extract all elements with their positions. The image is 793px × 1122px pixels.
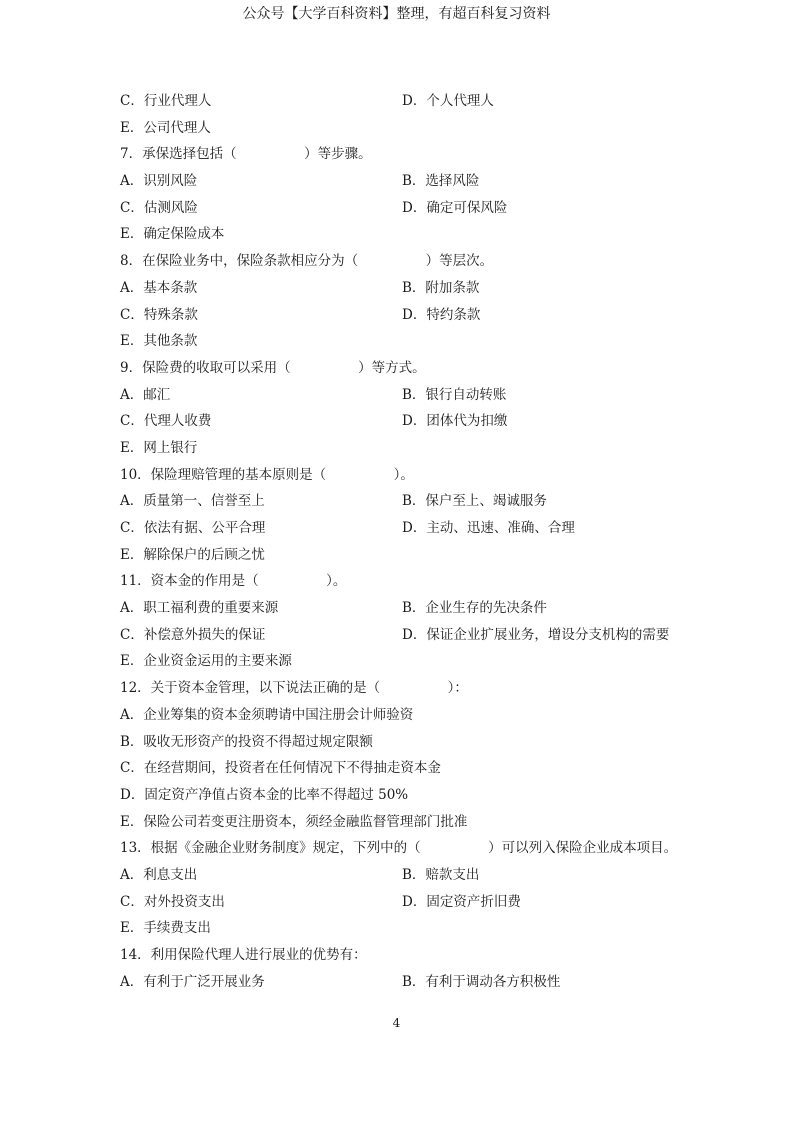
text-line	[120, 488, 700, 515]
line-text: C．对外投资支出	[120, 893, 225, 910]
line-text: 12．关于资本金管理，以下说法正确的是（ ）：	[120, 680, 468, 697]
text-line	[120, 702, 700, 729]
text-line	[120, 782, 700, 809]
line-text: A．邮汇	[120, 386, 171, 403]
text-line	[120, 275, 700, 302]
line-text: A．利息支出	[120, 866, 198, 883]
text-line	[120, 568, 700, 595]
line-text: A．企业筹集的资本金须聘请中国注册会计师验资	[120, 706, 414, 723]
option-right: D．确定可保风险	[402, 199, 508, 216]
text-line	[120, 729, 700, 756]
line-text: A．基本条款	[120, 279, 198, 296]
text-line	[120, 408, 700, 435]
line-text: 11．资本金的作用是（ ）。	[120, 573, 347, 590]
line-text: C．代理人收费	[120, 413, 212, 430]
text-line	[120, 675, 700, 702]
question-list	[120, 88, 700, 995]
line-text: C．估测风险	[120, 199, 198, 216]
line-text: A．识别风险	[120, 173, 198, 190]
text-line	[120, 809, 700, 836]
line-text: C．行业代理人	[120, 93, 212, 109]
text-line	[120, 435, 700, 462]
text-line	[120, 195, 700, 222]
line-text: E．公司代理人	[120, 119, 211, 136]
line-text: A．质量第一、信誉至上	[120, 493, 265, 510]
text-line	[120, 862, 700, 889]
text-line	[120, 221, 700, 248]
text-line	[120, 969, 700, 996]
line-text: D．固定资产净值占资本金的比率不得超过 50%	[120, 786, 409, 803]
line-text: 10．保险理赔管理的基本原则是（ ）。	[120, 466, 414, 483]
line-text: E．保险公司若变更注册资本，须经金融监督管理部门批准	[120, 813, 468, 830]
text-line	[120, 889, 700, 916]
line-text: 7．承保选择包括（ ）等步骤。	[120, 146, 372, 163]
text-line	[120, 88, 700, 115]
option-right: D．个人代理人	[402, 93, 494, 109]
option-right: B．保户至上、竭诚服务	[402, 493, 547, 510]
text-line	[120, 141, 700, 168]
line-text: E．解除保户的后顾之忧	[120, 546, 265, 563]
line-text: 13．根据《金融企业财务制度》规定，下列中的（ ）可以列入保险企业成本项目。	[120, 840, 678, 857]
option-right: D．主动、迅速、准确、合理	[402, 520, 575, 536]
text-line	[120, 462, 700, 489]
line-text: E．其他条款	[120, 333, 198, 350]
option-right: D．保证企业扩展业务，增设分支机构的需要	[402, 626, 670, 643]
page-number: 4	[392, 1016, 401, 1030]
line-text: B．吸收无形资产的投资不得超过规定限额	[120, 733, 373, 750]
text-line	[120, 328, 700, 355]
line-text: C．依法有据、公平合理	[120, 520, 266, 536]
line-text: 8．在保险业务中，保险条款相应分为（ ）等层次。	[120, 253, 494, 270]
text-line	[120, 515, 700, 542]
line-text: E．网上银行	[120, 439, 198, 456]
text-line	[120, 248, 700, 275]
line-text: 9．保险费的收取可以采用（ ）等方式。	[120, 359, 426, 376]
line-text: E．手续费支出	[120, 920, 211, 937]
text-line	[120, 648, 700, 675]
text-line	[120, 542, 700, 569]
option-right: D．特约条款	[402, 306, 481, 323]
option-right: B．有利于调动各方积极性	[402, 973, 561, 990]
line-text: C．在经营期间，投资者在任何情况下不得抽走资本金	[120, 760, 441, 777]
text-line	[120, 915, 700, 942]
option-right: B．赔款支出	[402, 866, 480, 883]
page-header: 公众号【大学百科资料】整理，有超百科复习资料	[242, 6, 551, 22]
option-right: B．银行自动转账	[402, 386, 507, 403]
option-right: B．选择风险	[402, 173, 480, 190]
option-right: B．企业生存的先决条件	[402, 600, 547, 617]
line-text: A．有利于广泛开展业务	[120, 973, 265, 990]
line-text: C．补偿意外损失的保证	[120, 626, 266, 643]
text-line	[120, 942, 700, 969]
option-right: D．固定资产折旧费	[402, 893, 521, 910]
option-right: B．附加条款	[402, 279, 480, 296]
line-text: 14．利用保险代理人进行展业的优势有：	[120, 947, 367, 963]
text-line	[120, 355, 700, 382]
text-line	[120, 835, 700, 862]
line-text: C．特殊条款	[120, 306, 198, 323]
line-text: E．确定保险成本	[120, 226, 225, 243]
line-text: A．职工福利费的重要来源	[120, 600, 279, 617]
line-text: E．企业资金运用的主要来源	[120, 653, 292, 670]
text-line	[120, 382, 700, 409]
text-line	[120, 755, 700, 782]
option-right: D．团体代为扣缴	[402, 413, 508, 430]
text-line	[120, 115, 700, 142]
text-line	[120, 622, 700, 649]
text-line	[120, 595, 700, 622]
text-line	[120, 302, 700, 329]
text-line	[120, 168, 700, 195]
